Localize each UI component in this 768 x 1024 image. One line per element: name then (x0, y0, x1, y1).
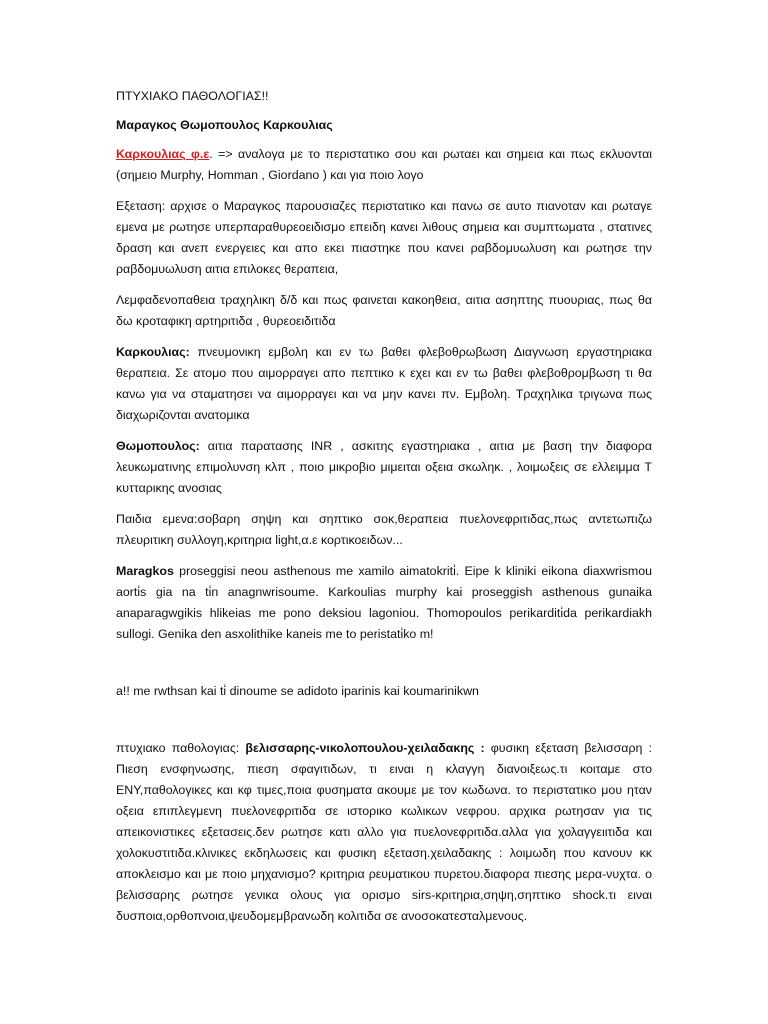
paragraph-karkoulias (116, 342, 652, 426)
document-page (116, 86, 652, 937)
paragraph-paidia: Παιδια εμενα:σοβαρη σηψη και σηπτικο σοκ,θεραπεια πυελονεφριτιδας,πως αντετωπιζω πλευριτικη συλλογη,κριτηρια light,α.ε κορτικοειδων... (116, 512, 652, 547)
paragraph-thomopoulos (116, 436, 652, 499)
paragraph-adidoto: a!! me rwthsan kai ti̇ dinoume se adidoto iparinis kai koumarinikwn (116, 684, 479, 698)
authors-line: Μαραγκος Θωμοπουλος Καρκουλιας (116, 118, 333, 132)
paragraph-exetasi: Εξεταση: αρχισε ο Μαραγκος παρουσιαζες περιστατικο και πανω σε αυτο πιανοταν και ρωταγε εμενα με ρωτησε υπερπαραθυρεοειδισμο επειδη κανει λιθους σημεια και συμπτωματα , στατινες δραση και ανεπ ενεργειες και απο εκει πιαστηκε που κανει ραβδομυωλυση και ρωτησε την ραβδομυωλυση αιτια επιλοκες θεραπεια, (116, 199, 652, 276)
examiners-label: βελισσαρης-νικολοπουλου-χειλαδακης : (245, 741, 485, 755)
karkoulias-fe-label: Καρκουλιας φ.ε (116, 147, 210, 161)
thomopoulos-label: Θωμοπουλος: (116, 439, 200, 453)
paragraph-lemfadenopatheia: Λεμφαδενοπαθεια τραχηλικη δ/δ και πως φαινεται κακοηθεια, αιτια ασηπτης πυουριας, πως θα δω κροταφικη αρτηριτιδα , θυρεοειδιτιδα (116, 293, 652, 328)
spacer (116, 712, 652, 738)
paragraph-text: πνευμονικη εμβολη και εν τω βαθει φλεβοθρωβωση Διαγνωση εργαστηριακα θεραπεια. Σε ατομο που αιμορραγει απο πεπτικο κ εχει και εν τω βαθει φλεβοθρομβωση τι θα κανω για να σταματησει να αιμορραγει και να μην κανει πν. Εμβολη. Τραχηλικα τριγωνα πως διαχωριζονται ανατομικα (116, 345, 652, 422)
paragraph-lead: πτυχιακο παθολογιας: (116, 741, 246, 755)
paragraph-text: . => αναλογα με το περιστατικο σου και ρωταει και σημεια και πως εκλυονται (σημειο Murphy, Homman , Giordano ) και για ποιο λογο (116, 147, 653, 182)
paragraph-karkoulias-fe (116, 144, 652, 186)
paragraph-text: φυσικη εξεταση βελισσαρη : Πιεση ενσφηνωσης, πιεση σφαγιτιδων, τι ειναι η κλαγγη διανοιξεως.τι κοιταμε στο ΕΝΥ,παθολογικες και κφ τιμες,ποια φυσηματα ακουμε με τον κωδωνα. το περιστατικο μου ηταν οξεια επιπλεγμενη πυελονεφριτιδα σε ιστορικο κωλικων νεφρου. αρχικα ρωτησαν για τις απεικονιστικες εξετασεις.δεν ρωτησε κατι αλλο για πυελονεφριτιδα.αλλα για χολαγγειιτιδα και χολοκυστιτιδα.κλινικες εκδηλωσεις και φυσικη εξεταση.χειλαδακης : λοιμωδη που κανουν κκ αποκλεισμο και με ποιο μηχανισμο? κριτηρια ρευματικου πυρετου.διαφορα πιεσης μερα-νυχτα. ο βελισσαρης ρωτησε γενικα ολους για ορισμο sirs-κριτηρια,σηψη,σηπτικο shock.τι ειναι δυσποια,ορθοπνοια,ψευδομεμβρανωδη κολιτιδα σε ανοσοκατεσταλμενους. (116, 741, 652, 923)
paragraph-maragkos (116, 561, 652, 645)
spacer (116, 655, 652, 681)
paragraph-text: proseggisi neou asthenous me xamilo aimatokriti̇. Eipe k kliniki eikona diaxwrismou aorti̇s gia na ti̇n anagnwrisoume. Karkoulias murphy kai proseggish asthenous gunaika anaparagwgikis hlikeias me pono deksiou lagoniou. Thomopoulos perikarditi̇da perikardiakh sullogi. Genika den asxolithike kaneis me to peristati̇ko m! (116, 564, 652, 641)
karkoulias-label: Καρκουλιας: (116, 345, 190, 359)
paragraph-text: αιτια παρατασης INR , ασκιτης εγαστηριακα , αιτια με βαση την διαφορα λευκωματινης επιμολυνση κλπ , ποιο μικροβιο μιμειται οξεια σκωληκ. , λοιμωξεις σε ελλειμμα Τ κυτταρικης ανοσιας (116, 439, 652, 495)
maragkos-label: Maragkos (116, 564, 174, 578)
document-title: ΠΤΥΧΙΑΚΟ ΠΑΘΟΛΟΓΙΑΣ!! (116, 89, 269, 103)
paragraph-ptyxiako (116, 738, 652, 927)
